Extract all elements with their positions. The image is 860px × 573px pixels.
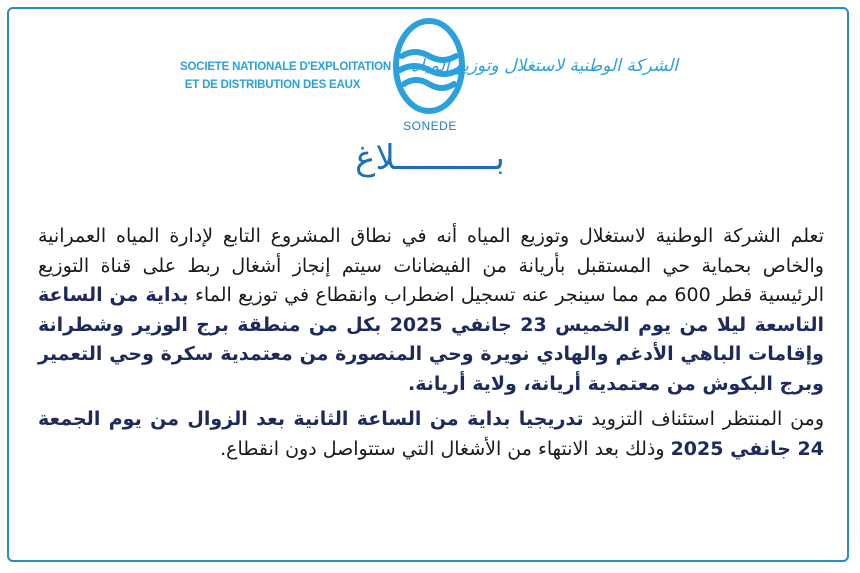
letterhead <box>0 0 860 140</box>
paragraph-1-text: تعلم الشركة الوطنية لاستغلال وتوزيع المياه أنه في نطاق المشروع التابع لإدارة المياه العمرانية والخاص بحماية حي المستقبل بأريانة من الفيضانات سيتم إنجاز أشغال ربط على قناة التوزيع الرئيسية قطر 600 مم مما سينجر عنه تسجيل اضطراب وانقطاع في توزيع الماء <box>38 225 824 306</box>
paragraph-2-tail-text: وذلك بعد الانتهاء من الأشغال التي ستتواصل دون انقطاع. <box>220 437 671 460</box>
notice-paragraph-2 <box>38 405 824 464</box>
paragraph-1-bold-text: بداية من الساعة التاسعة ليلا من يوم الخميس 23 جانفي 2025 بكل من منطقة برج الوزير وشطرانة وإقامات الباهي الأدغم والهادي نويرة وحي المنصورة من معتمدية سكرة وحي التعمير وبرج البكوش من معتمدية أريانة، ولاية أريانة. <box>38 284 824 395</box>
notice-body <box>38 222 824 464</box>
notice-paragraph-1 <box>38 222 824 399</box>
paragraph-2-text: ومن المنتظر استئناف التزويد <box>583 408 824 430</box>
company-name-latin-line1: SOCIETE NATIONALE D'EXPLOITATION <box>180 61 392 73</box>
company-name-arabic: الشركة الوطنية لاستغلال وتوزيع المياه <box>410 56 678 76</box>
notice-title: بــــــــــلاغ <box>355 138 505 178</box>
company-name-latin-line2: ET DE DISTRIBUTION DES EAUX <box>184 79 361 91</box>
paragraph-2-bold-text: تدريجيا بداية من الساعة الثانية بعد الزوال من يوم الجمعة 24 جانفي 2025 <box>38 408 824 460</box>
logo-caption: SONEDE <box>403 119 457 133</box>
company-name-latin <box>180 58 392 94</box>
